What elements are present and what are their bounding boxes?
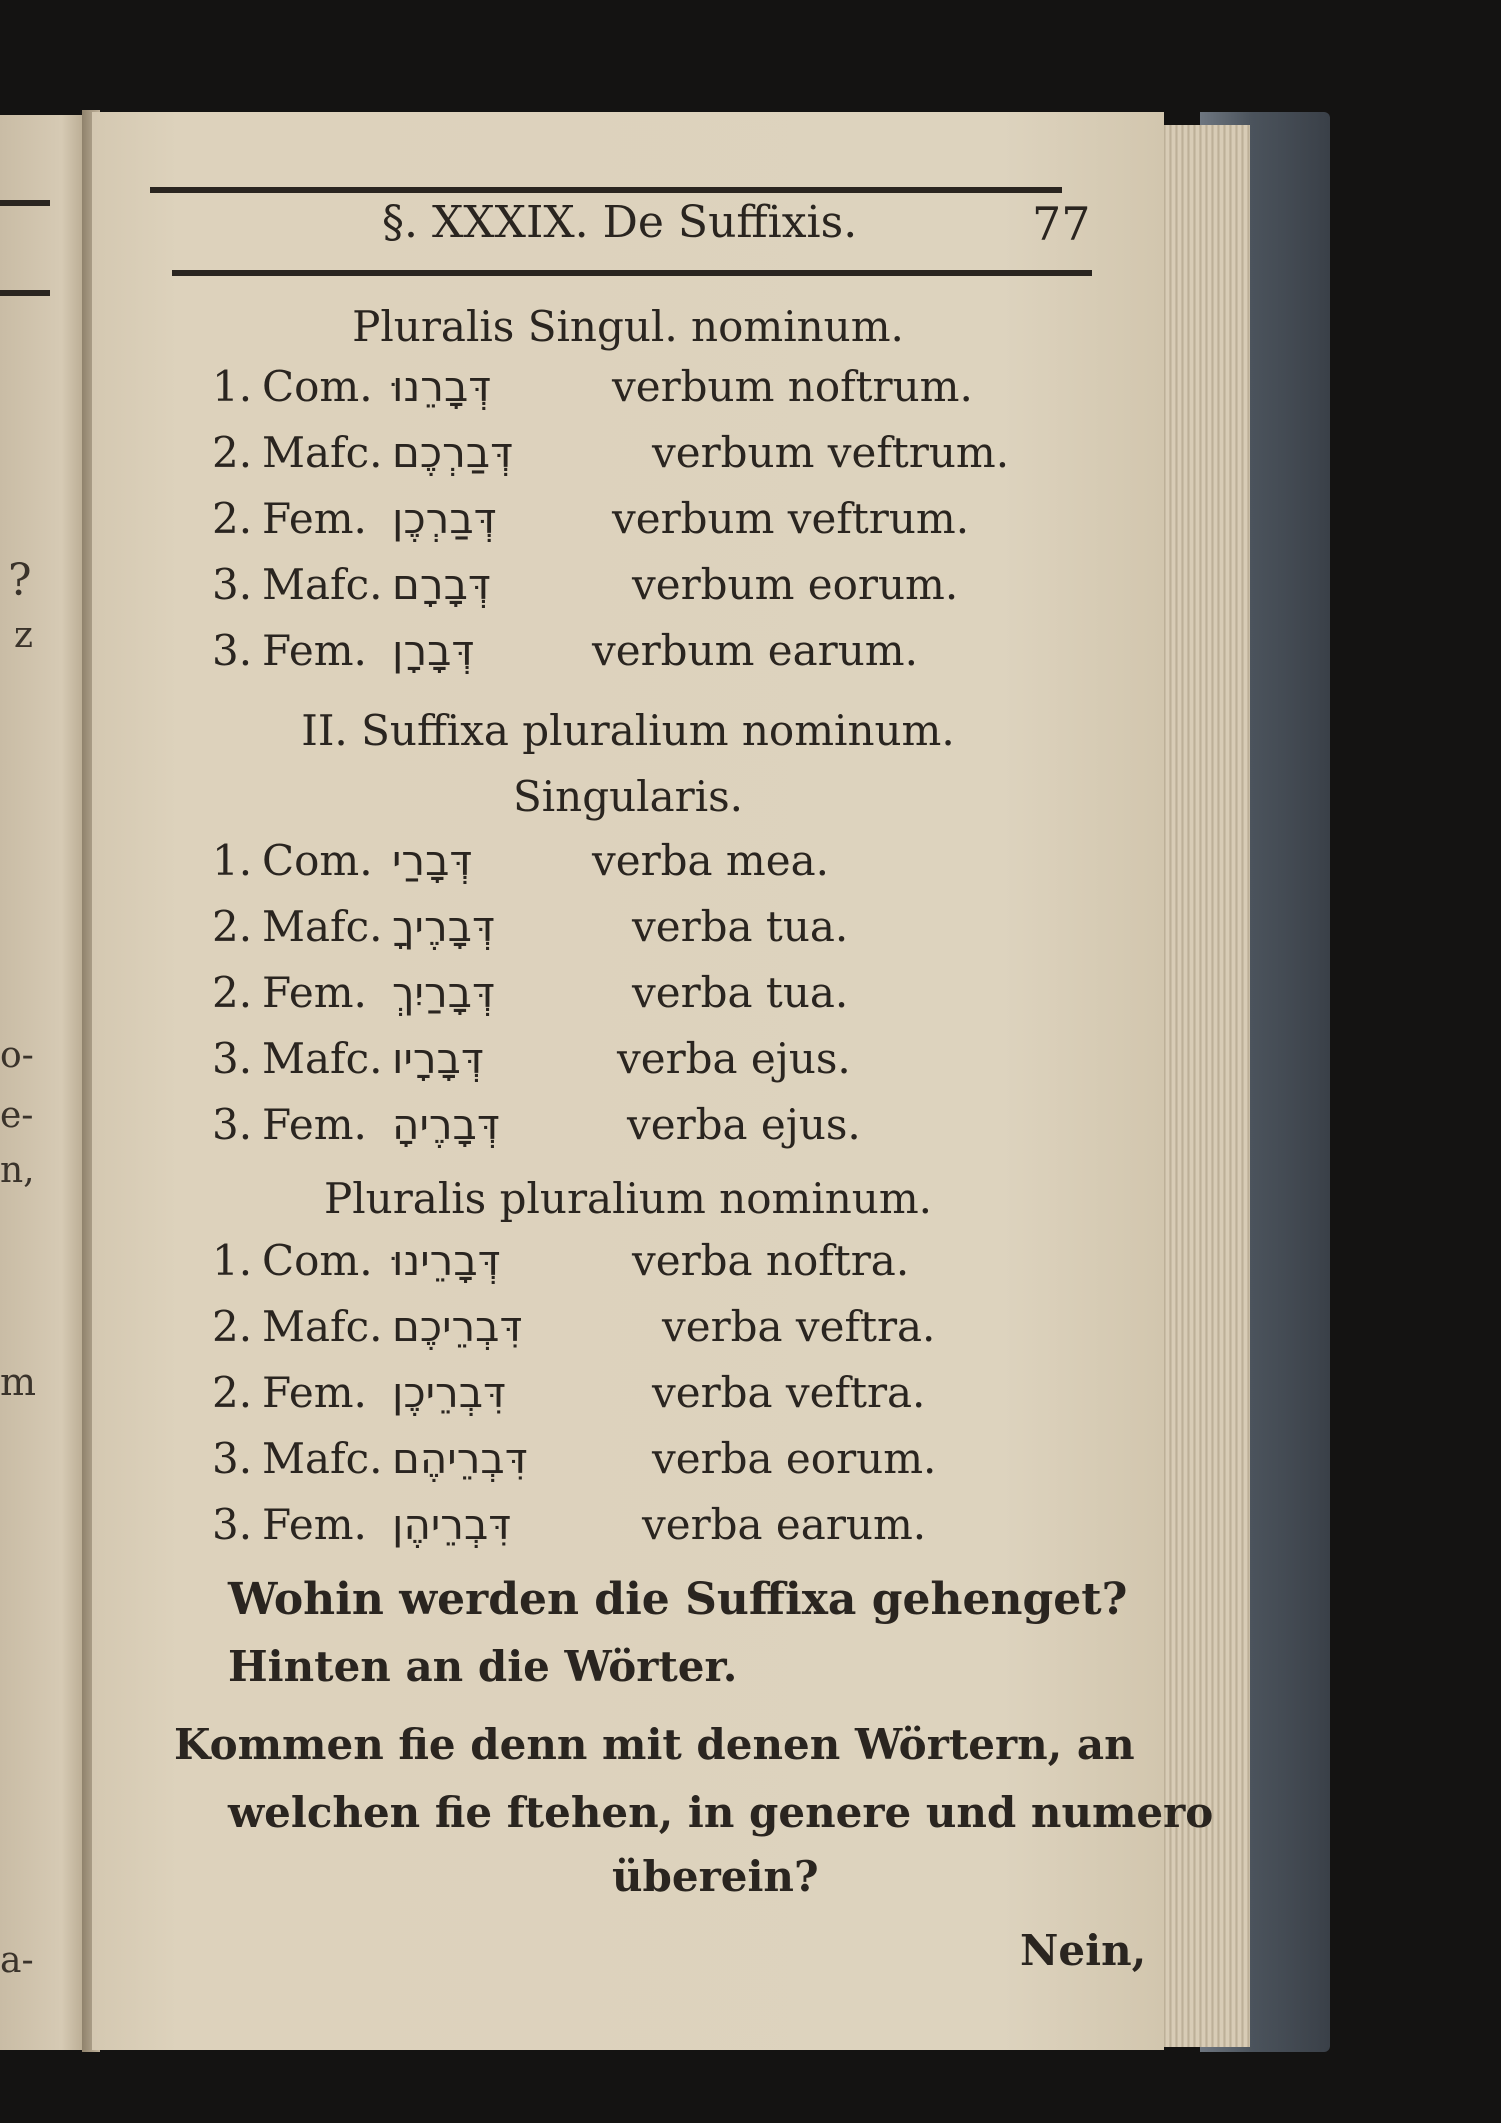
person-number: 3.	[212, 626, 253, 675]
left-text-fragment: ?	[8, 555, 32, 606]
person-number: 2.	[212, 428, 253, 477]
latin-gloss: verbum eorum.	[632, 560, 959, 609]
paradigm-row	[92, 626, 1164, 686]
question-text: Wohin werden die Suffixa gehenget?	[228, 1574, 1128, 1625]
latin-gloss: verbum noftrum.	[612, 362, 973, 411]
hebrew-form: דְּבָרֶיךָ	[392, 902, 495, 951]
hebrew-form: דִּבְרֵיהֶם	[392, 1434, 528, 1483]
person-number: 2.	[212, 1302, 253, 1351]
person-number: 3.	[212, 1100, 253, 1149]
paradigm-row	[92, 1100, 1164, 1160]
section-heading: Pluralis Singul. nominum.	[352, 302, 904, 351]
person-number: 1.	[212, 836, 253, 885]
paradigm-row	[92, 1034, 1164, 1094]
gender-label: Mafc.	[262, 560, 383, 609]
right-page	[92, 112, 1214, 2050]
left-text-fragment: a-	[0, 1940, 34, 1981]
header-rule-bottom	[172, 270, 1092, 276]
latin-gloss: verba mea.	[592, 836, 830, 885]
paradigm-row	[92, 1500, 1164, 1560]
person-number: 3.	[212, 560, 253, 609]
left-rule	[0, 200, 50, 206]
gender-label: Mafc.	[262, 1034, 383, 1083]
paradigm-row	[92, 428, 1164, 488]
section-heading: II. Suffixa pluralium nominum.	[301, 706, 955, 755]
section-subheading: Singularis.	[512, 772, 744, 821]
paradigm-row	[92, 968, 1164, 1028]
hebrew-form: דִּבְרֵיהֶן	[392, 1500, 512, 1549]
question-text: überein?	[612, 1852, 819, 1901]
paradigm-row	[92, 560, 1164, 620]
hebrew-form: דְּבָרַי	[392, 836, 473, 885]
gender-label: Fem.	[262, 626, 367, 675]
header-rule-top	[150, 187, 1062, 193]
gender-label: Mafc.	[262, 428, 383, 477]
latin-gloss: verbum veftrum.	[612, 494, 970, 543]
latin-gloss: verba ejus.	[627, 1100, 861, 1149]
latin-gloss: verba tua.	[632, 902, 849, 951]
person-number: 3.	[212, 1500, 253, 1549]
left-text-fragment: z	[14, 615, 33, 656]
paradigm-row	[92, 1236, 1164, 1296]
gender-label: Fem.	[262, 1500, 367, 1549]
hebrew-form: דִּבְרֵיכֶם	[392, 1302, 523, 1351]
person-number: 3.	[212, 1434, 253, 1483]
left-text-fragment: m	[0, 1360, 37, 1404]
answer-text: Hinten an die Wörter.	[228, 1642, 738, 1691]
page-edges	[1160, 125, 1250, 2047]
catchword: Nein,	[1020, 1926, 1147, 1975]
hebrew-form: דְּבַרְכֶן	[392, 494, 497, 543]
latin-gloss: verba veftra.	[662, 1302, 936, 1351]
latin-gloss: verbum earum.	[592, 626, 918, 675]
gender-label: Fem.	[262, 1368, 367, 1417]
latin-gloss: verba noftra.	[632, 1236, 910, 1285]
gender-label: Com.	[262, 836, 373, 885]
hebrew-form: דְּבָרָם	[392, 560, 491, 609]
page-number: 77	[1032, 197, 1091, 251]
left-rule	[0, 290, 50, 296]
left-page-fragment	[0, 115, 88, 2050]
section-heading: Pluralis pluralium nominum.	[323, 1174, 933, 1223]
paradigm-row	[92, 1434, 1164, 1494]
latin-gloss: verba eorum.	[652, 1434, 937, 1483]
hebrew-form: דְּבָרֵינוּ	[392, 1236, 501, 1285]
hebrew-form: דְּבָרֵנוּ	[392, 362, 492, 411]
paradigm-row	[92, 1368, 1164, 1428]
gender-label: Com.	[262, 1236, 373, 1285]
latin-gloss: verba ejus.	[617, 1034, 851, 1083]
latin-gloss: verba tua.	[632, 968, 849, 1017]
paradigm-row	[92, 362, 1164, 422]
latin-gloss: verba earum.	[642, 1500, 927, 1549]
gender-label: Mafc.	[262, 1434, 383, 1483]
person-number: 2.	[212, 968, 253, 1017]
paradigm-row	[92, 902, 1164, 962]
hebrew-form: דְּבָרַיִךְ	[392, 968, 495, 1017]
left-text-fragment: e-	[0, 1095, 34, 1136]
hebrew-form: דִּבְרֵיכֶן	[392, 1368, 506, 1417]
hebrew-form: דְּבָרָיו	[392, 1034, 484, 1083]
paradigm-row	[92, 836, 1164, 896]
question-text: welchen fie ftehen, in genere und numero	[228, 1788, 1214, 1837]
latin-gloss: verbum veftrum.	[652, 428, 1010, 477]
hebrew-form: דְּבָרֶיהָ	[392, 1100, 500, 1149]
person-number: 3.	[212, 1034, 253, 1083]
gender-label: Fem.	[262, 494, 367, 543]
gender-label: Fem.	[262, 968, 367, 1017]
gender-label: Fem.	[262, 1100, 367, 1149]
gender-label: Mafc.	[262, 902, 383, 951]
hebrew-form: דְּבָרָן	[392, 626, 475, 675]
paradigm-row	[92, 494, 1164, 554]
latin-gloss: verba veftra.	[652, 1368, 926, 1417]
person-number: 1.	[212, 1236, 253, 1285]
question-text: Kommen fie denn mit denen Wörtern, an	[174, 1720, 1135, 1769]
left-text-fragment: n,	[0, 1150, 35, 1191]
paradigm-row	[92, 1302, 1164, 1362]
person-number: 2.	[212, 902, 253, 951]
person-number: 2.	[212, 494, 253, 543]
person-number: 2.	[212, 1368, 253, 1417]
gender-label: Com.	[262, 362, 373, 411]
person-number: 1.	[212, 362, 253, 411]
gender-label: Mafc.	[262, 1302, 383, 1351]
hebrew-form: דְּבַרְכֶם	[392, 428, 513, 477]
running-head: §. XXXIX. De Suffixis.	[382, 197, 858, 248]
left-text-fragment: o-	[0, 1035, 34, 1076]
